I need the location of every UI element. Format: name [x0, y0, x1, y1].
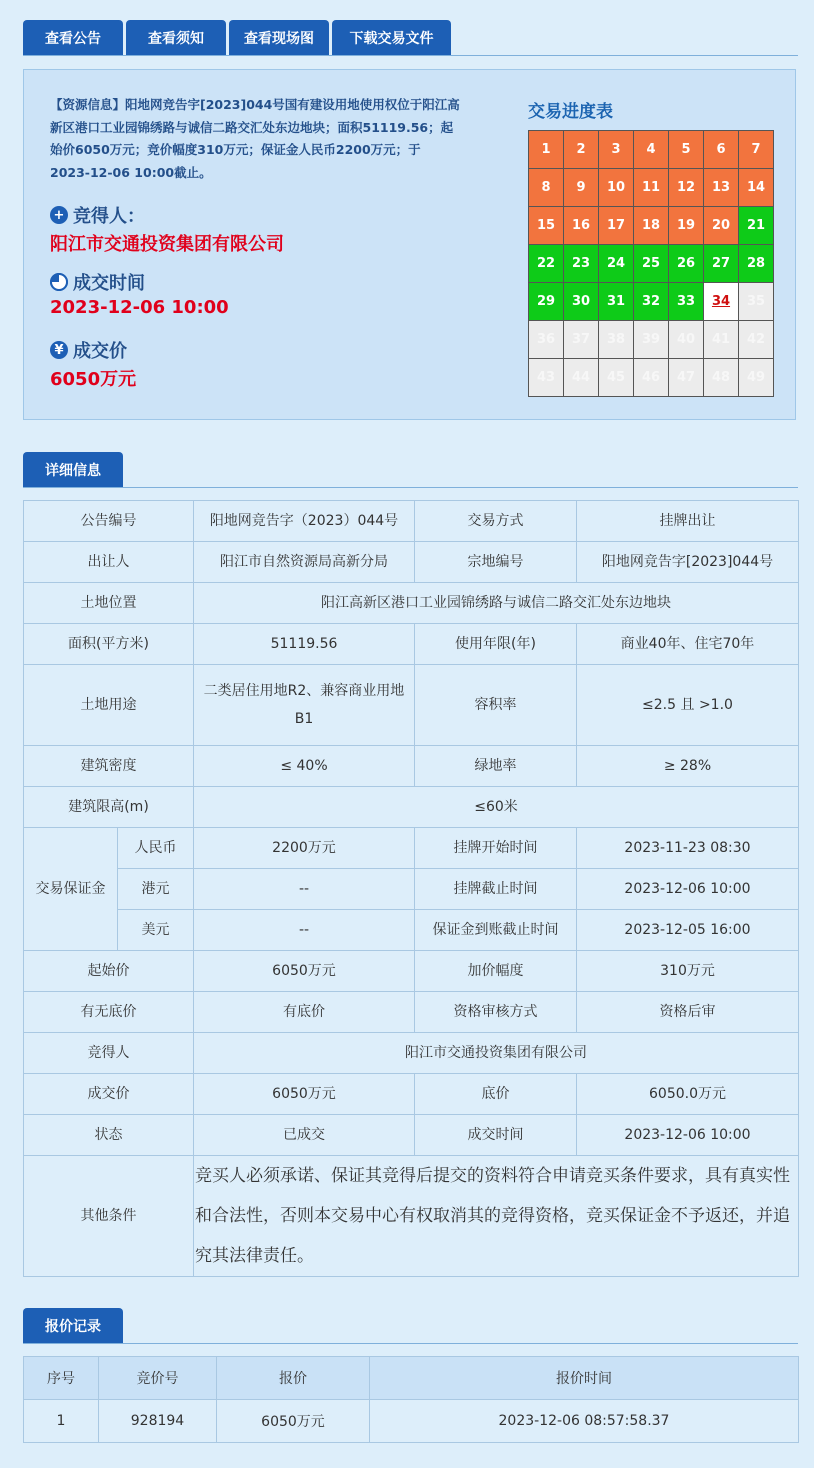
winner-heading	[50, 202, 145, 228]
cell-value: 已成交	[194, 1115, 415, 1156]
cell-label: 交易方式	[415, 501, 577, 542]
progress-grid	[528, 130, 774, 397]
progress-cell-32: 32	[634, 283, 669, 321]
cell-label: 绿地率	[415, 746, 577, 787]
progress-cell-14: 14	[739, 169, 774, 207]
table-row	[24, 787, 799, 828]
table-row	[24, 992, 799, 1033]
table-row	[24, 746, 799, 787]
bid-seq: 1	[24, 1400, 99, 1443]
table-header-row	[24, 1357, 799, 1400]
cell-label: 其他条件	[24, 1156, 194, 1277]
table-row	[24, 1400, 799, 1443]
cell-label: 美元	[118, 910, 194, 951]
cell-value: 51119.56	[194, 624, 415, 665]
cell-value: 6050.0万元	[577, 1074, 799, 1115]
cell-label: 建筑限高(m)	[24, 787, 194, 828]
cell-value: 2023-12-05 16:00	[577, 910, 799, 951]
bid-time: 2023-12-06 08:57:58.37	[370, 1400, 799, 1443]
bid-records-table	[23, 1356, 799, 1443]
progress-cell-29: 29	[529, 283, 564, 321]
progress-cell-28: 28	[739, 245, 774, 283]
column-header: 序号	[24, 1357, 99, 1400]
progress-cell-17: 17	[599, 207, 634, 245]
cell-value: 阳地网竞告字（2023）044号	[194, 501, 415, 542]
table-row	[24, 583, 799, 624]
deal-price-value: 6050万元	[50, 369, 137, 390]
bid-number: 928194	[99, 1400, 217, 1443]
table-row	[24, 1074, 799, 1115]
table-row	[24, 1156, 799, 1277]
top-tabs	[23, 20, 454, 55]
cell-value: 6050万元	[194, 1074, 415, 1115]
progress-cell-16: 16	[564, 207, 599, 245]
cell-label: 宗地编号	[415, 542, 577, 583]
table-row	[24, 828, 799, 869]
progress-cell-39: 39	[634, 321, 669, 359]
progress-cell-34[interactable]: 34	[704, 283, 739, 321]
progress-cell-30: 30	[564, 283, 599, 321]
progress-cell-20: 20	[704, 207, 739, 245]
winner-label: 竞得人：	[73, 206, 145, 227]
resource-info-panel	[23, 69, 796, 420]
tab-detail-info[interactable]: 详细信息	[23, 452, 123, 487]
progress-cell-12: 12	[669, 169, 704, 207]
cell-label: 竞得人	[24, 1033, 194, 1074]
cell-value: 2200万元	[194, 828, 415, 869]
yen-icon: ¥	[50, 341, 68, 359]
cell-label: 状态	[24, 1115, 194, 1156]
progress-cell-46: 46	[634, 359, 669, 397]
cell-value: 商业40年、住宅70年	[577, 624, 799, 665]
progress-cell-2: 2	[564, 131, 599, 169]
cell-label: 港元	[118, 869, 194, 910]
tab-bid-records[interactable]: 报价记录	[23, 1308, 123, 1343]
detail-divider	[23, 487, 798, 488]
progress-cell-42: 42	[739, 321, 774, 359]
progress-cell-37: 37	[564, 321, 599, 359]
tab-view-notice[interactable]: 查看公告	[23, 20, 123, 55]
progress-cell-41: 41	[704, 321, 739, 359]
column-header: 竞价号	[99, 1357, 217, 1400]
cell-label: 土地位置	[24, 583, 194, 624]
progress-cell-38: 38	[599, 321, 634, 359]
progress-cell-40: 40	[669, 321, 704, 359]
bids-divider	[23, 1343, 798, 1344]
tab-download-files[interactable]: 下载交易文件	[332, 20, 451, 55]
progress-cell-6: 6	[704, 131, 739, 169]
cell-label: 容积率	[415, 665, 577, 746]
other-conditions-text: 竞买人必须承诺、保证其竞得后提交的资料符合申请竞买条件要求，具有真实性和合法性，否则本交易中心有权取消其的竞得资格，竞买保证金不予返还，并追究其法律责任。	[194, 1156, 799, 1277]
cell-value: ≤2.5 且 >1.0	[577, 665, 799, 746]
progress-cell-25: 25	[634, 245, 669, 283]
cell-label: 资格审核方式	[415, 992, 577, 1033]
cell-label: 成交价	[24, 1074, 194, 1115]
cell-label: 加价幅度	[415, 951, 577, 992]
progress-cell-5: 5	[669, 131, 704, 169]
cell-value: --	[194, 869, 415, 910]
cell-label: 挂牌开始时间	[415, 828, 577, 869]
cell-value: 2023-11-23 08:30	[577, 828, 799, 869]
progress-cell-45: 45	[599, 359, 634, 397]
cell-label: 挂牌截止时间	[415, 869, 577, 910]
bid-price: 6050万元	[217, 1400, 370, 1443]
progress-cell-27: 27	[704, 245, 739, 283]
progress-title: 交易进度表	[528, 102, 613, 122]
column-header: 报价时间	[370, 1357, 799, 1400]
progress-cell-31: 31	[599, 283, 634, 321]
cell-label: 公告编号	[24, 501, 194, 542]
cell-label: 有无底价	[24, 992, 194, 1033]
deal-time-label: 成交时间	[73, 273, 145, 294]
progress-cell-36: 36	[529, 321, 564, 359]
cell-label: 建筑密度	[24, 746, 194, 787]
progress-cell-9: 9	[564, 169, 599, 207]
table-row	[24, 951, 799, 992]
cell-value: 2023-12-06 10:00	[577, 869, 799, 910]
progress-cell-10: 10	[599, 169, 634, 207]
cell-label: 交易保证金	[24, 828, 118, 951]
progress-cell-33: 33	[669, 283, 704, 321]
table-row	[24, 869, 799, 910]
clock-icon	[50, 273, 68, 291]
cell-label: 底价	[415, 1074, 577, 1115]
cell-value: ≤ 40%	[194, 746, 415, 787]
cell-value: 2023-12-06 10:00	[577, 1115, 799, 1156]
progress-cell-13: 13	[704, 169, 739, 207]
cell-label: 面积(平方米)	[24, 624, 194, 665]
progress-cell-35: 35	[739, 283, 774, 321]
progress-cell-44: 44	[564, 359, 599, 397]
cell-label: 使用年限(年)	[415, 624, 577, 665]
progress-cell-48: 48	[704, 359, 739, 397]
progress-cell-4: 4	[634, 131, 669, 169]
deal-time-heading	[50, 269, 145, 295]
cell-label: 土地用途	[24, 665, 194, 746]
progress-cell-15: 15	[529, 207, 564, 245]
cell-value: --	[194, 910, 415, 951]
tab-divider	[23, 55, 798, 56]
cell-value: 阳地网竞告字[2023]044号	[577, 542, 799, 583]
progress-cell-11: 11	[634, 169, 669, 207]
progress-cell-47: 47	[669, 359, 704, 397]
detail-table	[23, 500, 799, 1277]
cell-value: ≥ 28%	[577, 746, 799, 787]
table-row	[24, 542, 799, 583]
progress-cell-8: 8	[529, 169, 564, 207]
plus-icon: +	[50, 206, 68, 224]
tab-view-site-map[interactable]: 查看现场图	[229, 20, 329, 55]
cell-value: 二类居住用地R2、兼容商业用地B1	[194, 665, 415, 746]
table-row	[24, 624, 799, 665]
cell-label: 保证金到账截止时间	[415, 910, 577, 951]
progress-cell-3: 3	[599, 131, 634, 169]
cell-label: 起始价	[24, 951, 194, 992]
deal-time-value: 2023-12-06 10:00	[50, 297, 229, 318]
deal-price-heading	[50, 337, 127, 363]
table-row	[24, 665, 799, 746]
progress-cell-7: 7	[739, 131, 774, 169]
tab-view-instructions[interactable]: 查看须知	[126, 20, 226, 55]
progress-cell-1: 1	[529, 131, 564, 169]
progress-cell-24: 24	[599, 245, 634, 283]
cell-label: 出让人	[24, 542, 194, 583]
table-row	[24, 1033, 799, 1074]
cell-value: 有底价	[194, 992, 415, 1033]
progress-cell-21: 21	[739, 207, 774, 245]
progress-cell-26: 26	[669, 245, 704, 283]
table-row	[24, 1115, 799, 1156]
cell-value: ≤60米	[194, 787, 799, 828]
cell-value: 310万元	[577, 951, 799, 992]
progress-cell-43: 43	[529, 359, 564, 397]
cell-value: 挂牌出让	[577, 501, 799, 542]
cell-label: 成交时间	[415, 1115, 577, 1156]
resource-info-text: 【资源信息】阳地网竞告宇[2023]044号国有建设用地使用权位于阳江高新区港口工业园锦绣路与诚信二路交汇处东边地块；面积51119.56；起始价6050万元；竞价幅度310万元；保证金人民币2200万元；于2023-12-06 10:00截止。	[50, 97, 460, 180]
cell-value: 阳江市自然资源局高新分局	[194, 542, 415, 583]
cell-value: 6050万元	[194, 951, 415, 992]
table-row	[24, 910, 799, 951]
progress-cell-49: 49	[739, 359, 774, 397]
deal-price-label: 成交价	[73, 341, 127, 362]
cell-value: 阳江市交通投资集团有限公司	[194, 1033, 799, 1074]
winner-value: 阳江市交通投资集团有限公司	[50, 234, 284, 255]
table-row	[24, 501, 799, 542]
cell-value: 阳江高新区港口工业园锦绣路与诚信二路交汇处东边地块	[194, 583, 799, 624]
cell-label: 人民币	[118, 828, 194, 869]
progress-cell-19: 19	[669, 207, 704, 245]
progress-cell-22: 22	[529, 245, 564, 283]
progress-cell-23: 23	[564, 245, 599, 283]
cell-value: 资格后审	[577, 992, 799, 1033]
column-header: 报价	[217, 1357, 370, 1400]
progress-cell-18: 18	[634, 207, 669, 245]
